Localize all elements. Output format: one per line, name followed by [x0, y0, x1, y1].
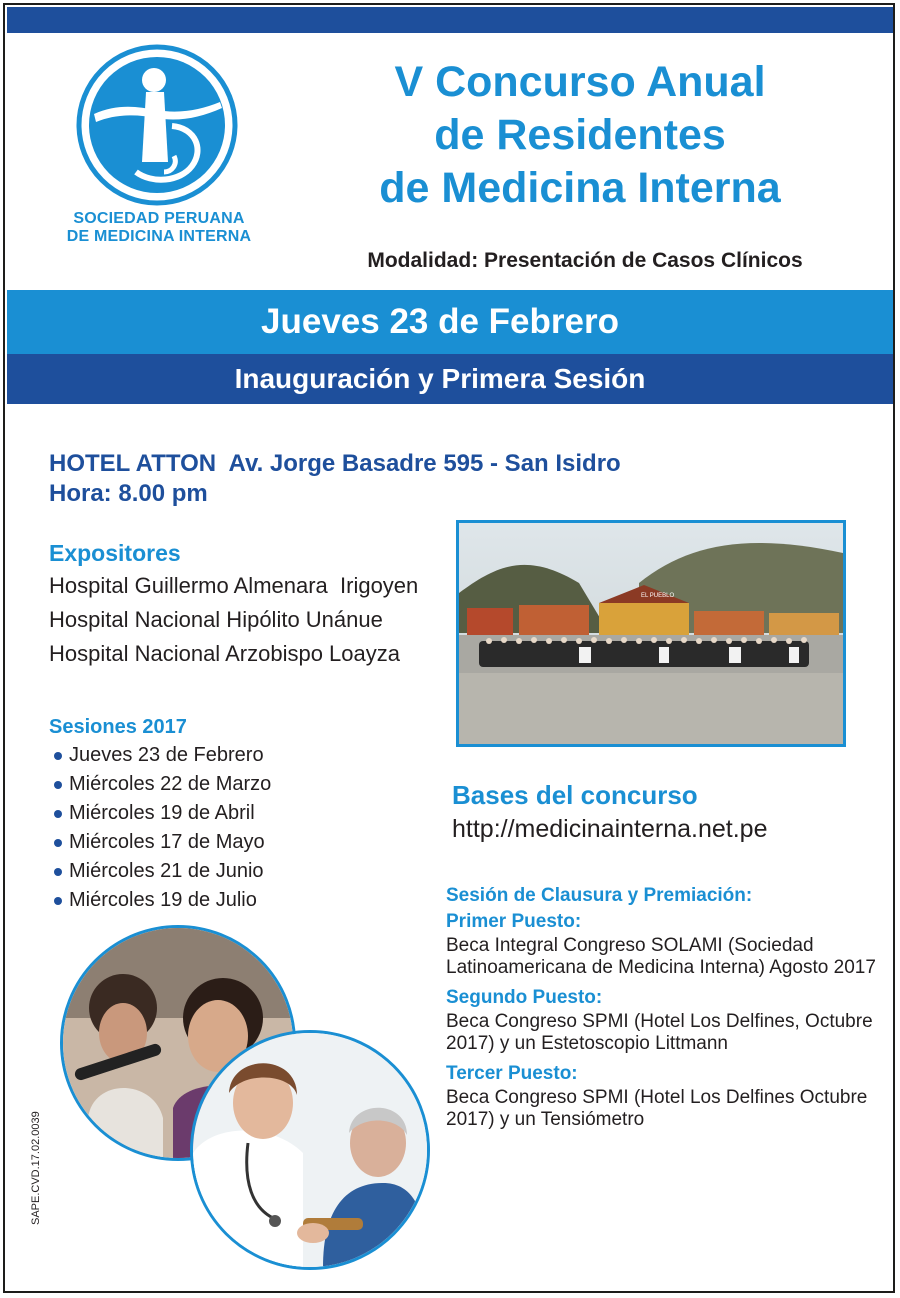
third-place-desc: Beca Congreso SPMI (Hotel Los Delfines Octubre 2017) y un Tensiómetro — [446, 1087, 868, 1130]
third-place-label: Tercer Puesto: — [446, 1063, 578, 1084]
title-line3: de Medicina Interna — [379, 164, 781, 212]
sesiones-heading: Sesiones 2017 — [49, 716, 187, 738]
list-item: Miércoles 21 de Junio — [49, 857, 271, 886]
list-item: Miércoles 19 de Julio — [49, 886, 271, 915]
bases-section — [452, 780, 767, 848]
second-place-label: Segundo Puesto: — [446, 987, 603, 1008]
first-place-desc: Beca Integral Congreso SOLAMI (Sociedad Latinoamericana de Medicina Interna) Agosto 2017 — [446, 935, 876, 978]
list-item: Hospital Guillermo Almenara Irigoyen — [49, 573, 419, 598]
list-item: Hospital Nacional Hipólito Unánue — [49, 607, 383, 632]
sesiones-list — [49, 741, 271, 915]
spmi-logo-icon — [76, 44, 238, 206]
organization-name — [40, 210, 278, 246]
bases-url-link[interactable]: http://medicinainterna.net.pe — [452, 815, 768, 843]
org-name-line2: DE MEDICINA INTERNA — [66, 228, 252, 245]
session-title: Inauguración y Primera Sesión — [234, 363, 646, 394]
list-item: Hospital Nacional Arzobispo Loayza — [49, 641, 400, 666]
expositores-section — [49, 540, 418, 671]
list-item: Miércoles 17 de Mayo — [49, 828, 271, 857]
second-place-desc: Beca Congreso SPMI (Hotel Los Delfines, Octubre 2017) y un Estetoscopio Littmann — [446, 1011, 873, 1054]
awards-section — [446, 883, 876, 1137]
top-banner-bar — [7, 7, 893, 33]
sesiones-section — [49, 716, 271, 915]
list-item: Miércoles 22 de Marzo — [49, 770, 271, 799]
group-photo — [456, 520, 846, 747]
expositores-heading: Expositores — [49, 540, 181, 566]
event-date: Jueves 23 de Febrero — [261, 302, 619, 341]
group-photo-image — [459, 523, 843, 744]
photo-sign-text: EL PUEBLO — [641, 593, 675, 599]
doctor-patient-photo — [190, 1030, 430, 1270]
venue-block — [49, 449, 621, 509]
document-code: SAPE.CVD.17.02.0039 — [30, 1111, 42, 1225]
expositores-list — [49, 569, 418, 671]
event-date-band — [7, 290, 893, 354]
awards-heading: Sesión de Clausura y Premiación: — [446, 885, 753, 906]
venue-address: HOTEL ATTON Av. Jorge Basadre 595 - San Isidro — [49, 450, 621, 477]
list-item: Miércoles 19 de Abril — [49, 799, 271, 828]
list-item: Jueves 23 de Febrero — [49, 741, 271, 770]
first-place-label: Primer Puesto: — [446, 911, 582, 932]
title-line2: de Residentes — [434, 111, 726, 159]
poster-title — [290, 56, 870, 215]
event-time: Hora: 8.00 pm — [49, 480, 208, 507]
modality-text: Modalidad: Presentación de Casos Clínicos — [367, 249, 803, 272]
bases-heading: Bases del concurso — [452, 780, 698, 810]
doctor-patient-photo-image — [193, 1033, 427, 1267]
org-name-line1: SOCIEDAD PERUANA — [73, 210, 245, 227]
title-line1: V Concurso Anual — [394, 58, 766, 106]
session-band — [7, 354, 893, 404]
